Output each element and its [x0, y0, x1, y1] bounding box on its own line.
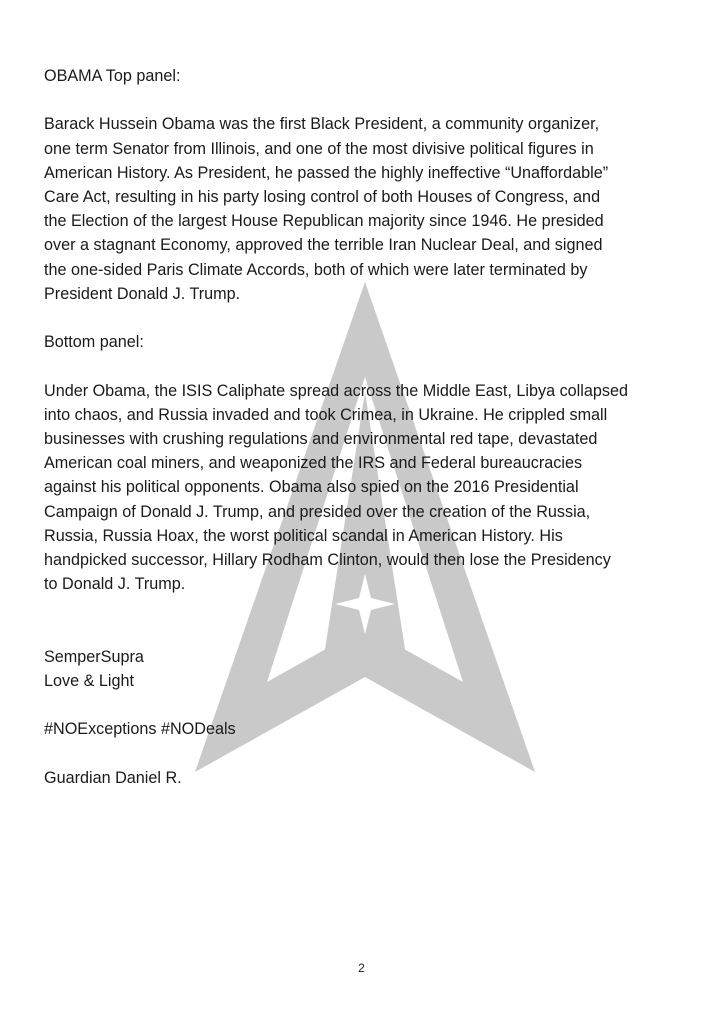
author-name: Guardian Daniel R. [44, 768, 182, 787]
top-paragraph-line: one term Senator from Illinois, and one of the most divisive political figures in [44, 139, 594, 158]
document-body [44, 64, 694, 814]
bottom-paragraph-line: Campaign of Donald J. Trump, and presided over the creation of the Russia, [44, 502, 591, 521]
page-number: 2 [358, 961, 365, 975]
bottom-paragraph-line: Russia, Russia Hoax, the worst political scandal in American History. His [44, 526, 563, 545]
top-panel-heading: OBAMA Top panel: [44, 67, 181, 85]
top-paragraph-line: over a stagnant Economy, approved the terrible Iran Nuclear Deal, and signed [44, 236, 603, 255]
top-paragraph-line: the one-sided Paris Climate Accords, both of which were later terminated by [44, 260, 588, 279]
bottom-paragraph-line: Under Obama, the ISIS Caliphate spread across the Middle East, Libya collapsed [44, 381, 628, 400]
top-paragraph-line: the Election of the largest House Republican majority since 1946. He presided [44, 212, 604, 231]
signature-block [44, 645, 694, 693]
bottom-paragraph-line: businesses with crushing regulations and environmental red tape, devastated [44, 430, 598, 448]
bottom-paragraph-line: against his political opponents. Obama also spied on the 2016 Presidential [44, 478, 579, 497]
bottom-paragraph-line: to Donald J. Trump. [44, 575, 186, 594]
bottom-paragraph-line: American coal miners, and weaponized the IRS and Federal bureaucracies [44, 454, 583, 473]
top-paragraph-line: President Donald J. Trump. [44, 284, 241, 303]
bottom-paragraph-line: into chaos, and Russia invaded and took Crimea, in Ukraine. He crippled small [44, 405, 608, 424]
hashtags: #NOExceptions #NODeals [44, 720, 236, 739]
top-paragraph-line: Care Act, resulting in his party losing control of both Houses of Congress, and [44, 188, 601, 206]
top-panel-paragraph [44, 112, 694, 306]
bottom-paragraph-line: handpicked successor, Hillary Rodham Clinton, would then lose the Presidency [44, 551, 611, 570]
spacer [44, 621, 694, 645]
top-paragraph-line: Barack Hussein Obama was the first Black President, a community organizer, [44, 115, 600, 134]
bottom-panel-heading: Bottom panel: [44, 333, 144, 352]
signature-name: SemperSupra [44, 647, 144, 666]
signature-motto: Love & Light [44, 672, 134, 690]
bottom-panel-paragraph [44, 379, 694, 597]
top-paragraph-line: American History. As President, he passed the highly ineffective “Unaffordable” [44, 163, 609, 182]
